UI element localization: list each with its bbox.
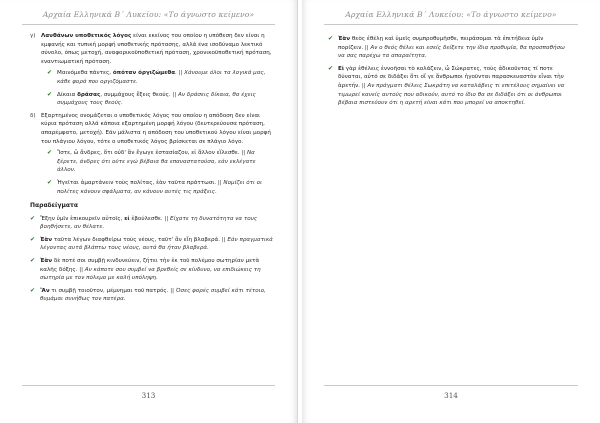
translation: || Νομίζει ότι οι πολίτες κάνουν σφάλματα, αν κάνουν αυτές τις πράξεις. xyxy=(57,179,262,195)
checkmark-icon: ✔ xyxy=(47,178,53,186)
example-item: ✔ Δίκαια δράσας, συμμάχους ἕξεις θεούς. || Αν δράσεις δίκαια, θα έχεις συμμάχους τους θεούς. xyxy=(47,90,256,107)
left-page-content xyxy=(30,32,273,308)
paragraph-gamma xyxy=(30,32,273,66)
checkmark-icon: ✔ xyxy=(30,286,36,294)
translation: || Αν δράσεις δίκαια, θα έχεις συμμάχους τους θεούς. xyxy=(57,91,256,107)
translation: || Αν πράγματι θέλεις Σωκράτη να καταλάβεις τι επιτέλους σημαίνει να τιμωρεί κανείς αυτούς που αδικούν, αυτό το ίδιο θα σε διδάξει ότι οι άνθρωποι βέβαια πιστεύουν ότι η αρετή είναι κάτι που μπορεί να αποκτηθεί. xyxy=(338,82,565,107)
header-rule xyxy=(324,24,578,25)
example-item: ✔ Ἔξην ὑμῖν ἐπικουρεῖν αὐτοῖς, εἰ ἐβούλεσθε. || Είχατε τη δυνατότητα να τους βοηθήσετε, αν θέλατε. xyxy=(30,214,258,231)
checkmark-icon: ✔ xyxy=(30,235,36,243)
example-item: ✔ Ἐὰν ταῦτα λέγων διαφθείρω τοὺς νέους, ταῦτ' ἂν εἴη βλαβερά. || Εάν πραγματικά λέγοντας αυτά βλάπτω τους νέους, αυτά θα ήταν βλαβερά. xyxy=(30,235,273,252)
section-title: Παραδείγματα xyxy=(30,202,78,210)
list-marker: γ) xyxy=(30,33,36,39)
example-item: ✔ Ἂν τι συμβῇ τοιοῦτον, μέμνημαι τοῦ πατρός. || Όσες φορές συμβεί κάτι τέτοιο, θυμάμαι συνήθως τον πατέρα. xyxy=(30,286,266,303)
checkmark-icon: ✔ xyxy=(47,90,53,98)
translation: || Εάν πραγματικά λέγοντας αυτά βλάπτω τους νέους, αυτά θα ήταν βλαβερά. xyxy=(40,236,273,252)
page-number: 313 xyxy=(141,391,156,400)
header-rule xyxy=(22,24,275,25)
checkmark-icon: ✔ xyxy=(47,149,53,157)
example-item: ✔ Ἴστε, ὦ ἄνδρες, ὅτι οὐδ' ἂν ἔγωγε ἐστασίαζον, εἰ ἄλλον εἵλεσθε. || Να ξέρετε, άνδρες ότι ούτε εγώ βέβαια θα επαναστατούσα, εάν εκλέγατε άλλον. xyxy=(47,149,256,174)
paragraph-text: Εξαρτημένος ονομάζεται ο υποθετικός λόγος του οποίου η απόδοση δεν είναι κύρια πρόταση αλλά κάποια εξαρτημένη μορφή λόγου (δευτερεύουσα πρόταση, απαρέμφατο, μετοχή). Εάν μάλιστα η απόδοση του υποθετικού λόγου είναι μορφή του πλάγιου λόγου, τότε ο υποθετικός λόγος βρίσκεται σε πλάγιο λόγο. xyxy=(41,112,271,145)
example-item: ✔ Ἡγεῖται ἁμαρτάνειν τοὺς πολίτας, ἐὰν ταῦτα πράττωσι. || Νομίζει ότι οι πολίτες κάνουν σφάλματα, αν κάνουν αυτές τις πράξεις. xyxy=(47,178,262,195)
paragraph-delta xyxy=(30,112,273,146)
page-number: 314 xyxy=(444,391,458,400)
example-item: ✔ Ἐὰν θεὸς ἐθέλῃ καὶ ὑμεῖς συμπροθυμῆσθε, πειράσομαι τὰ ἐπιτήδεια ὑμῖν πορίζειν. || Αν ο θεός θέλει και εσείς δείξετε την ίδια προθυμία, θα προσπαθήσω να σας παρέχω τα απαραίτητα. xyxy=(328,35,565,60)
term: Λανθάνων υποθετικός λόγος xyxy=(41,33,132,39)
translation: || Αν ο θεός θέλει και εσείς δείξετε την ίδια προθυμία, θα προσπαθήσω να σας παρέχω τα απαραίτητα. xyxy=(338,44,565,60)
examples-list xyxy=(30,215,273,304)
right-page xyxy=(302,0,600,423)
checkmark-icon: ✔ xyxy=(30,214,36,222)
example-item: ✔ Μαινόμεθα πάντες, όπόταν όργιζώμεθα. || Χάνουμε όλοι τα λογικά μας, κάθε φορά που οργιζόμαστε. xyxy=(47,69,266,85)
translation: || Χάνουμε όλοι τα λογικά μας, κάθε φορά που οργιζόμαστε. xyxy=(57,70,266,85)
translation: || Όσες φορές συμβεί κάτι τέτοιο, θυμάμαι συνήθως τον πατέρα. xyxy=(40,287,266,303)
translation: || Αν κάποτε σου συμβεί να βρεθείς σε κίνδυνο, να επιδιώκεις τη σωτηρία με τον πόλεμο με καλή υπόληψη. xyxy=(40,266,261,282)
list-marker: δ) xyxy=(30,112,36,119)
translation: || Είχατε τη δυνατότητα να τους βοηθήσετε, αν θέλατε. xyxy=(40,215,258,231)
checkmark-icon: ✔ xyxy=(30,257,36,265)
running-header: Αρχαία Ελληνικά Β΄ Λυκείου: «Το άγνωστο κείμενο» xyxy=(345,10,557,19)
example-item: ✔ Εἰ γὰρ ἐθέλεις ἐννοῆσαι τὸ κολάζειν, ὦ Σώκρατες, τοὺς ἀδικοῦντας τί ποτε δύναται, αὐτό σε διδάξει ὅτι οἵ γε ἄνθρωποι ἡγοῦνται παρασκευαστὸν εἶναι τὴν ἀρετήν. || Αν πράγματι θέλεις Σωκράτη να καταλάβεις τι επιτέλους σημαίνει να τιμωρεί κανείς αυτούς που αδικούν, αυτό το ίδιο θα σε διδάξει ότι οι άνθρωποι βέβαια πιστεύουν ότι η αρετή είναι κάτι που μπορεί να αποκτηθεί. xyxy=(328,64,565,107)
paragraph-text: είναι εκείνος του οποίου η υπόθεση δεν είναι η εμφανής και τυπική μορφή υποθετικής πρότασης, αλλά ένα ισοδύναμο λεκτικό σύνολο, όπως μετοχή, αναφορικοϋποθετική πρόταση, χρονικοϋποθετική πρόταση, εναντιωματική πρόταση. xyxy=(41,33,272,65)
translation: || Να ξέρετε, άνδρες ότι ούτε εγώ βέβαια θα επαναστατούσα, εάν εκλέγατε άλλον. xyxy=(57,150,256,174)
checkmark-icon: ✔ xyxy=(47,69,53,77)
example-item: ✔ Ἐὰν δὲ ποτέ σοι συμβῇ κινδυνεύειν, ζήτει τὴν ἐκ τοῦ πολέμου σωτηρίαν μετὰ καλῆς δόξης. || Αν κάποτε σου συμβεί να βρεθείς σε κίνδυνο, να επιδιώκεις τη σωτηρία με τον πόλεμο με καλή υπόληψη. xyxy=(30,257,261,282)
footer-rule xyxy=(324,385,578,386)
checkmark-icon: ✔ xyxy=(328,64,334,72)
footer-rule xyxy=(22,385,275,386)
running-header: Αρχαία Ελληνικά Β΄ Λυκείου: «Το άγνωστο κείμενο» xyxy=(42,10,255,19)
left-page xyxy=(0,0,298,423)
right-page-content xyxy=(328,32,570,112)
checkmark-icon: ✔ xyxy=(328,35,334,42)
